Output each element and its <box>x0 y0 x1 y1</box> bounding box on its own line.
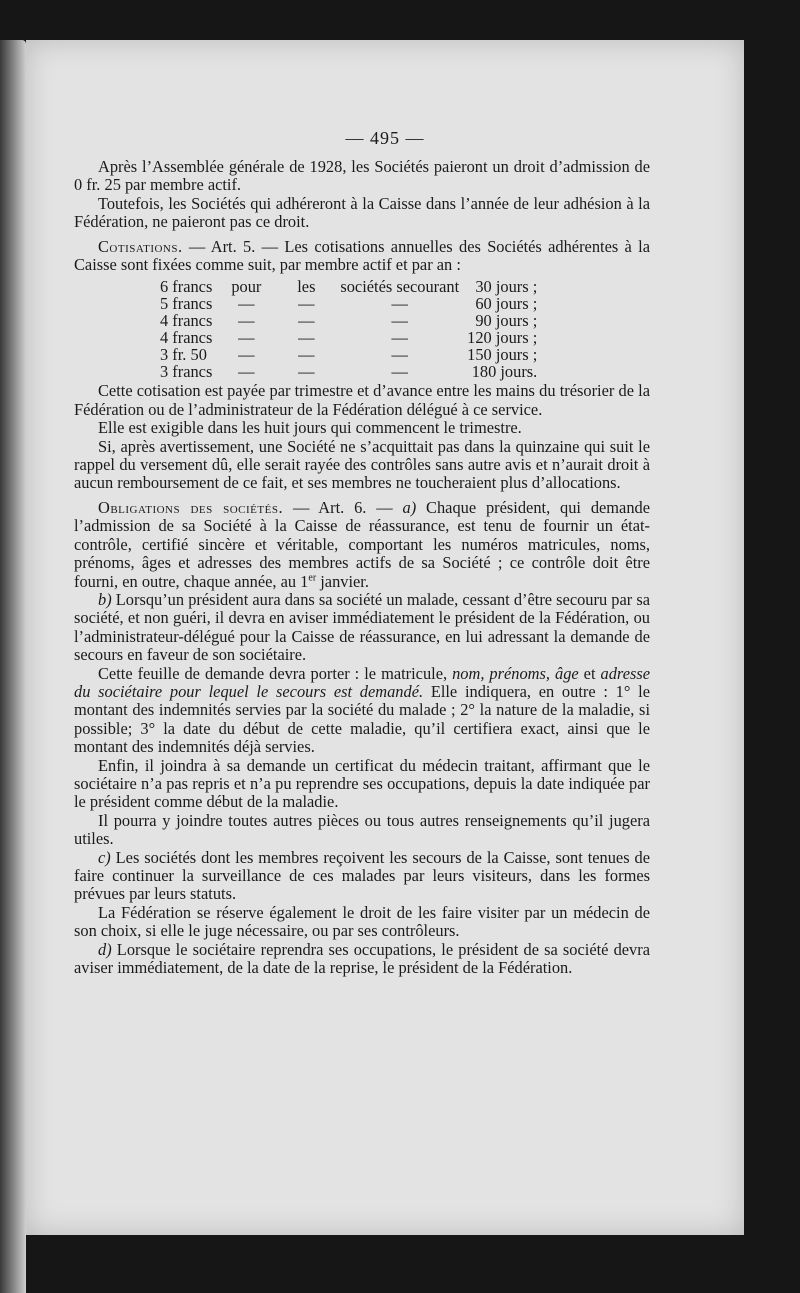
rate-col-pour: — <box>238 345 255 365</box>
paragraph-exigible: Elle est exigible dans les huit jours qui commencent le trimestre. <box>98 418 522 438</box>
rate-col-societes: — <box>391 362 408 382</box>
feuille-et: et <box>578 663 601 683</box>
rate-col-les: — <box>298 294 315 314</box>
feuille-end: Elle indiquera, en outre : 1° le montant des indemnités servies par la société du malade ; 2° la nature de la maladie, si possible; 3° la date du début de cette maladie, qu’il certifiera exact, ainsi que le montant des indemnités déjà servies. <box>74 681 650 757</box>
rate-amount: 6 francs <box>160 277 213 297</box>
rate-col-les: — <box>298 328 315 348</box>
article-5-label: — Art. 5. — <box>188 236 279 256</box>
item-a-end: janvier. <box>316 571 369 591</box>
rate-days: 120 jours ; <box>467 328 538 348</box>
rate-col-les: — <box>298 362 315 382</box>
item-letter-c: c) <box>98 847 111 867</box>
paragraph-obligations-c <box>74 849 650 904</box>
paragraph-obligations-b <box>74 591 650 665</box>
rate-col-pour: — <box>238 362 255 382</box>
rate-col-societes: — <box>391 311 408 331</box>
rate-days: 90 jours ; <box>475 311 538 331</box>
rate-col-pour: pour <box>231 277 262 297</box>
paragraph-toutefois: Toutefois, les Sociétés qui adhéreront à la Caisse dans l’année de leur adhésion à la Fédération, ne paieront pas ce droit. <box>74 193 650 232</box>
rate-col-societes: sociétés secourant <box>340 277 460 297</box>
rate-amount: 4 francs <box>160 328 213 348</box>
item-c-text: Les sociétés dont les membres reçoivent les secours de la Caisse, sont tenues de faire continuer la surveillance de ces malades par leurs visiteurs, dans les formes prévues par leurs statuts. <box>74 847 650 904</box>
rate-col-pour: — <box>238 328 255 348</box>
paragraph-obligations-d <box>74 941 650 978</box>
paragraph-enfin: Enfin, il joindra à sa demande un certificat du médecin traitant, affirmant que le sociétaire n’a pas repris et n’a pu reprendre ses occupations, depuis la date indiquée par le président comme début de la maladie. <box>74 755 650 812</box>
rates-row <box>160 329 545 346</box>
paragraph-obligations-a <box>74 499 650 591</box>
rates-row <box>160 278 545 295</box>
rates-table <box>160 278 545 380</box>
feuille-italic-1: nom, prénoms, âge <box>452 663 579 683</box>
rate-col-societes: — <box>391 294 408 314</box>
section-heading-cotisations: Cotisations. <box>98 236 183 256</box>
adjacent-page-edge <box>0 40 26 1293</box>
rate-col-les: les <box>297 277 316 297</box>
rate-days: 180 jours. <box>471 362 538 382</box>
item-d-text: Lorsque le sociétaire reprendra ses occupations, le président de sa société devra aviser immédiatement, de la date de la reprise, le président de la Fédération. <box>74 939 650 978</box>
paragraph-pourra: Il pourra y joindre toutes autres pièces ou tous autres renseignements qu’il jugera utiles. <box>74 810 650 849</box>
page-body <box>74 158 650 977</box>
rate-amount: 3 fr. 50 <box>160 345 207 365</box>
paragraph-cotisation-payee: Cette cotisation est payée par trimestre et d’avance entre les mains du trésorier de la Fédération ou de l’administrateur de la Fédération délégué à ce service. <box>74 381 650 419</box>
rate-days: 60 jours ; <box>475 294 538 314</box>
rate-col-societes: — <box>391 328 408 348</box>
superscript-er: er <box>308 572 317 584</box>
item-b-text: Lorsqu’un président aura dans sa société un malade, cessant d’être secouru par sa société, et non guéri, il devra en aviser immédiatement le président de la Fédération, ou l’administrateur-délégué pour la Caisse de réassurance, en lui adressant la demande de secours en faveur de son sociétaire. <box>74 589 650 665</box>
rates-row <box>160 312 545 329</box>
section-heading-obligations: Obligations des sociétés. <box>98 497 284 517</box>
rate-col-pour: — <box>238 311 255 331</box>
paragraph-avertissement: Si, après avertissement, une Société ne s’acquittait pas dans la quinzaine qui suit le rappel du versement dû, elle serait rayée des contrôles sans autre avis et n’aurait droit à aucun remboursement de ce fait, et ses membres ne toucheraient plus d’allocations. <box>74 436 650 493</box>
rates-row <box>160 346 545 363</box>
page-number: — 495 — <box>345 128 425 148</box>
feuille-italic-2: adresse du sociétaire pour lequel le secours est demandé. <box>74 663 650 701</box>
item-letter-d: d) <box>98 939 112 959</box>
feuille-start: Cette feuille de demande devra porter : le matricule, <box>98 663 453 683</box>
rate-amount: 5 francs <box>160 294 213 314</box>
rate-col-societes: — <box>391 345 408 365</box>
rate-col-les: — <box>298 345 315 365</box>
rate-amount: 3 francs <box>160 362 213 382</box>
rate-amount: 4 francs <box>160 311 213 331</box>
rates-row <box>160 363 545 380</box>
rate-col-pour: — <box>238 294 255 314</box>
item-letter-a: a) <box>402 497 417 517</box>
paragraph-droit-admission: Après l’Assemblée générale de 1928, les Sociétés paieront un droit d’admission de 0 fr. 25 par membre actif. <box>74 157 650 195</box>
paragraph-federation-reserve: La Fédération se réserve également le droit de les faire visiter par un médecin de son choix, si elle le juge nécessaire, ou par ses contrôleurs. <box>74 902 650 941</box>
rate-days: 30 jours ; <box>475 277 538 297</box>
paragraph-cotisations <box>74 238 650 275</box>
book-page <box>26 40 744 1235</box>
rate-days: 150 jours ; <box>467 345 538 365</box>
paragraph-feuille-demande <box>74 665 650 757</box>
item-letter-b: b) <box>98 589 112 609</box>
cotisations-text: Les cotisations annuelles des Sociétés adhérentes à la Caisse sont fixées comme suit, par membre actif et par an : <box>74 236 650 275</box>
article-6-label: — Art. 6. — <box>292 497 393 517</box>
rate-col-les: — <box>298 311 315 331</box>
rates-row <box>160 295 545 312</box>
item-a-text: Chaque président, qui demande l’admission de sa Société à la Caisse de réassurance, est tenu de fournir un état-contrôle, certifié sincère et véritable, comportant les numéros matricules, noms, prénoms, âges et adresses des membres actifs de sa Société ; ce contrôle doit être fourni, en outre, chaque année, au 1 <box>74 497 650 591</box>
